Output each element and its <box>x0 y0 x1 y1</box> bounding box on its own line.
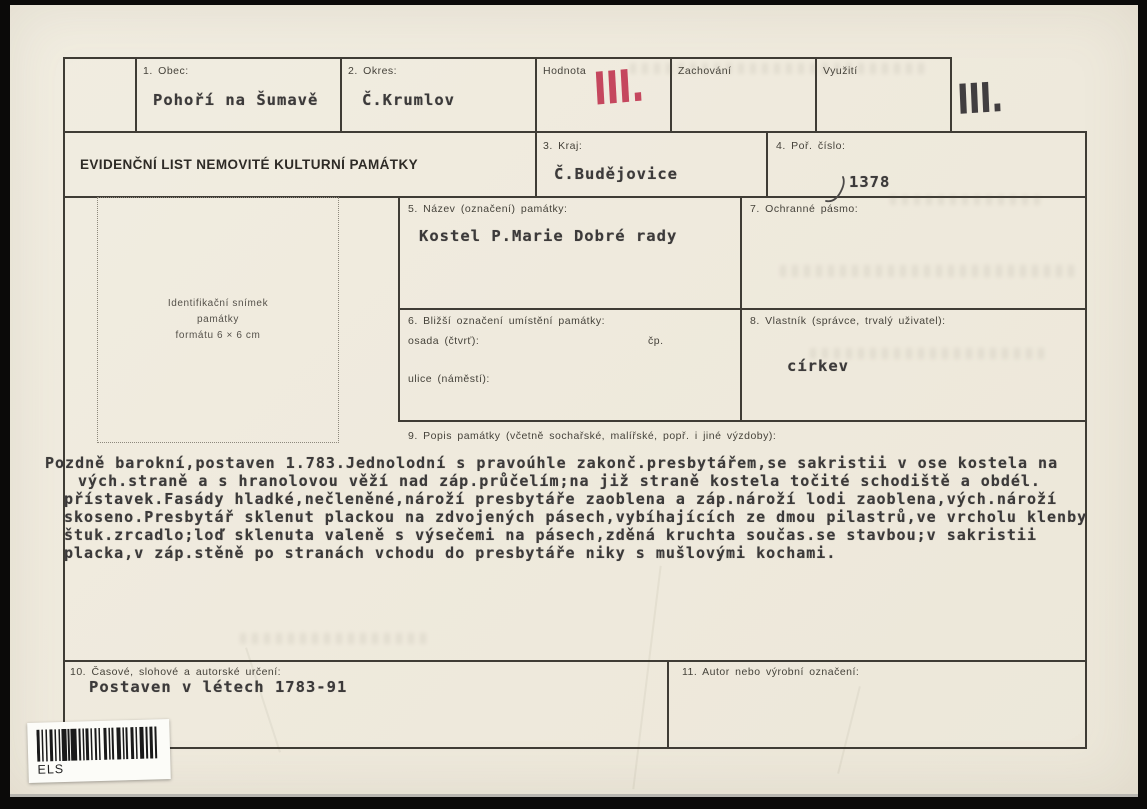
rule-left <box>63 57 65 747</box>
photo-placeholder-box <box>97 197 339 443</box>
zachovani-label: Zachování <box>678 65 732 77</box>
okres-label: 2. Okres: <box>348 65 398 77</box>
paper-crease <box>245 647 281 752</box>
rule-bottom <box>63 747 1087 749</box>
kraj-label: 3. Kraj: <box>543 140 583 152</box>
hodnota-stamp-red: III. <box>592 60 645 116</box>
bleedthrough-artifact <box>630 63 930 74</box>
rule-field6-bottom <box>398 420 1087 422</box>
obec-label: 1. Obec: <box>143 65 189 77</box>
rule-okres-hodnota <box>535 57 537 196</box>
rule-field5-bottom <box>398 308 1087 310</box>
obec-value: Pohoří na Šumavě <box>153 91 319 109</box>
vlastnik-label: 8. Vlastník (správce, trvalý uživatel): <box>750 315 946 327</box>
casove-label: 10. Časové, slohové a autorské určení: <box>70 666 282 678</box>
rule-field1011-divider <box>667 660 669 747</box>
bleedthrough-artifact <box>780 265 1075 277</box>
autor-label: 11. Autor nebo výrobní označení: <box>682 666 860 678</box>
blizsi-oznaceni-label: 6. Bližší označení umístění památky: <box>408 315 605 327</box>
corner-stamp-black: III. <box>955 72 1004 124</box>
pen-mark <box>822 173 864 203</box>
popis-line: Pozdně barokní,postaven 1.783.Jednolodní s pravoúhle zakonč.presbytářem,se sakristii v ose kostela na <box>45 454 1059 472</box>
ulice-label: ulice (náměstí): <box>408 373 490 385</box>
hodnota-label: Hodnota <box>543 65 587 77</box>
okres-value: Č.Krumlov <box>362 91 455 109</box>
bleedthrough-artifact <box>240 633 430 644</box>
por-cislo-value: 1378 <box>849 173 891 191</box>
form-title: EVIDENČNÍ LIST NEMOVITÉ KULTURNÍ PAMÁTKY <box>80 157 419 172</box>
popis-line: přístavek.Fasády hladké,nečleněné,nároží presbytáře zaoblena a záp.nároží lodi zaoblena,vých.nároží <box>64 490 1058 508</box>
photo-caption-line3: formátu 6 × 6 cm <box>175 330 261 341</box>
rule-col-narrow <box>135 57 137 131</box>
rule-popis-bottom <box>63 660 1087 662</box>
por-cislo-label: 4. Poř. číslo: <box>776 140 846 152</box>
rule-right <box>1085 131 1087 747</box>
popis-line: vých.straně a s hranolovou věží nad záp.průčelím;na již straně kostela točité schodiště a obdél. <box>78 472 1041 490</box>
nazev-value: Kostel P.Marie Dobré rady <box>419 227 678 245</box>
osada-label: osada (čtvrť): <box>408 335 480 347</box>
ochranne-pasmo-label: 7. Ochranné pásmo: <box>750 203 859 215</box>
barcode-label: ELS <box>37 761 65 777</box>
paper-crease <box>837 686 861 774</box>
rule-obec-okres <box>340 57 342 131</box>
rule-field57-divider <box>740 196 742 420</box>
nazev-label: 5. Název (označení) památky: <box>408 203 568 215</box>
rule-row1-right <box>950 57 952 131</box>
cp-label: čp. <box>648 335 664 347</box>
bleedthrough-artifact <box>890 195 1040 205</box>
popis-line: štuk.zrcadlo;loď sklenuta valeně s výsečemi na pásech,zděná kruchta součas.se stavbou;v sakristii <box>64 526 1037 544</box>
form-paper <box>10 5 1138 794</box>
barcode-sticker <box>27 719 171 783</box>
kraj-value: Č.Budějovice <box>554 165 678 183</box>
bleedthrough-artifact <box>810 348 1050 359</box>
paper-crease <box>632 566 661 790</box>
photo-caption-line2: památky <box>197 314 239 325</box>
popis-label: 9. Popis památky (včetně sochařské, malířské, popř. i jiné výzdoby): <box>408 430 777 442</box>
popis-line: skoseno.Presbytář sklenut plackou na zdvojených pásech,vybíhajících ze dmou pilastrů,ve vrcholu klenby <box>64 508 1088 526</box>
rule-row1-bottom <box>63 131 1087 133</box>
vlastnik-value: církev <box>787 357 849 375</box>
barcode-icon <box>36 726 159 761</box>
rule-kraj-porcislo <box>766 131 768 196</box>
photo-caption-line1: Identifikační snímek <box>167 298 269 309</box>
popis-line: placka,v záp.stěně po stranách vchodu do presbytáře niky s mušlovými kochami. <box>64 544 837 562</box>
vyuziti-label: Využití <box>823 65 858 77</box>
casove-value: Postaven v létech 1783-91 <box>89 678 348 696</box>
rule-field56-left <box>398 196 400 420</box>
